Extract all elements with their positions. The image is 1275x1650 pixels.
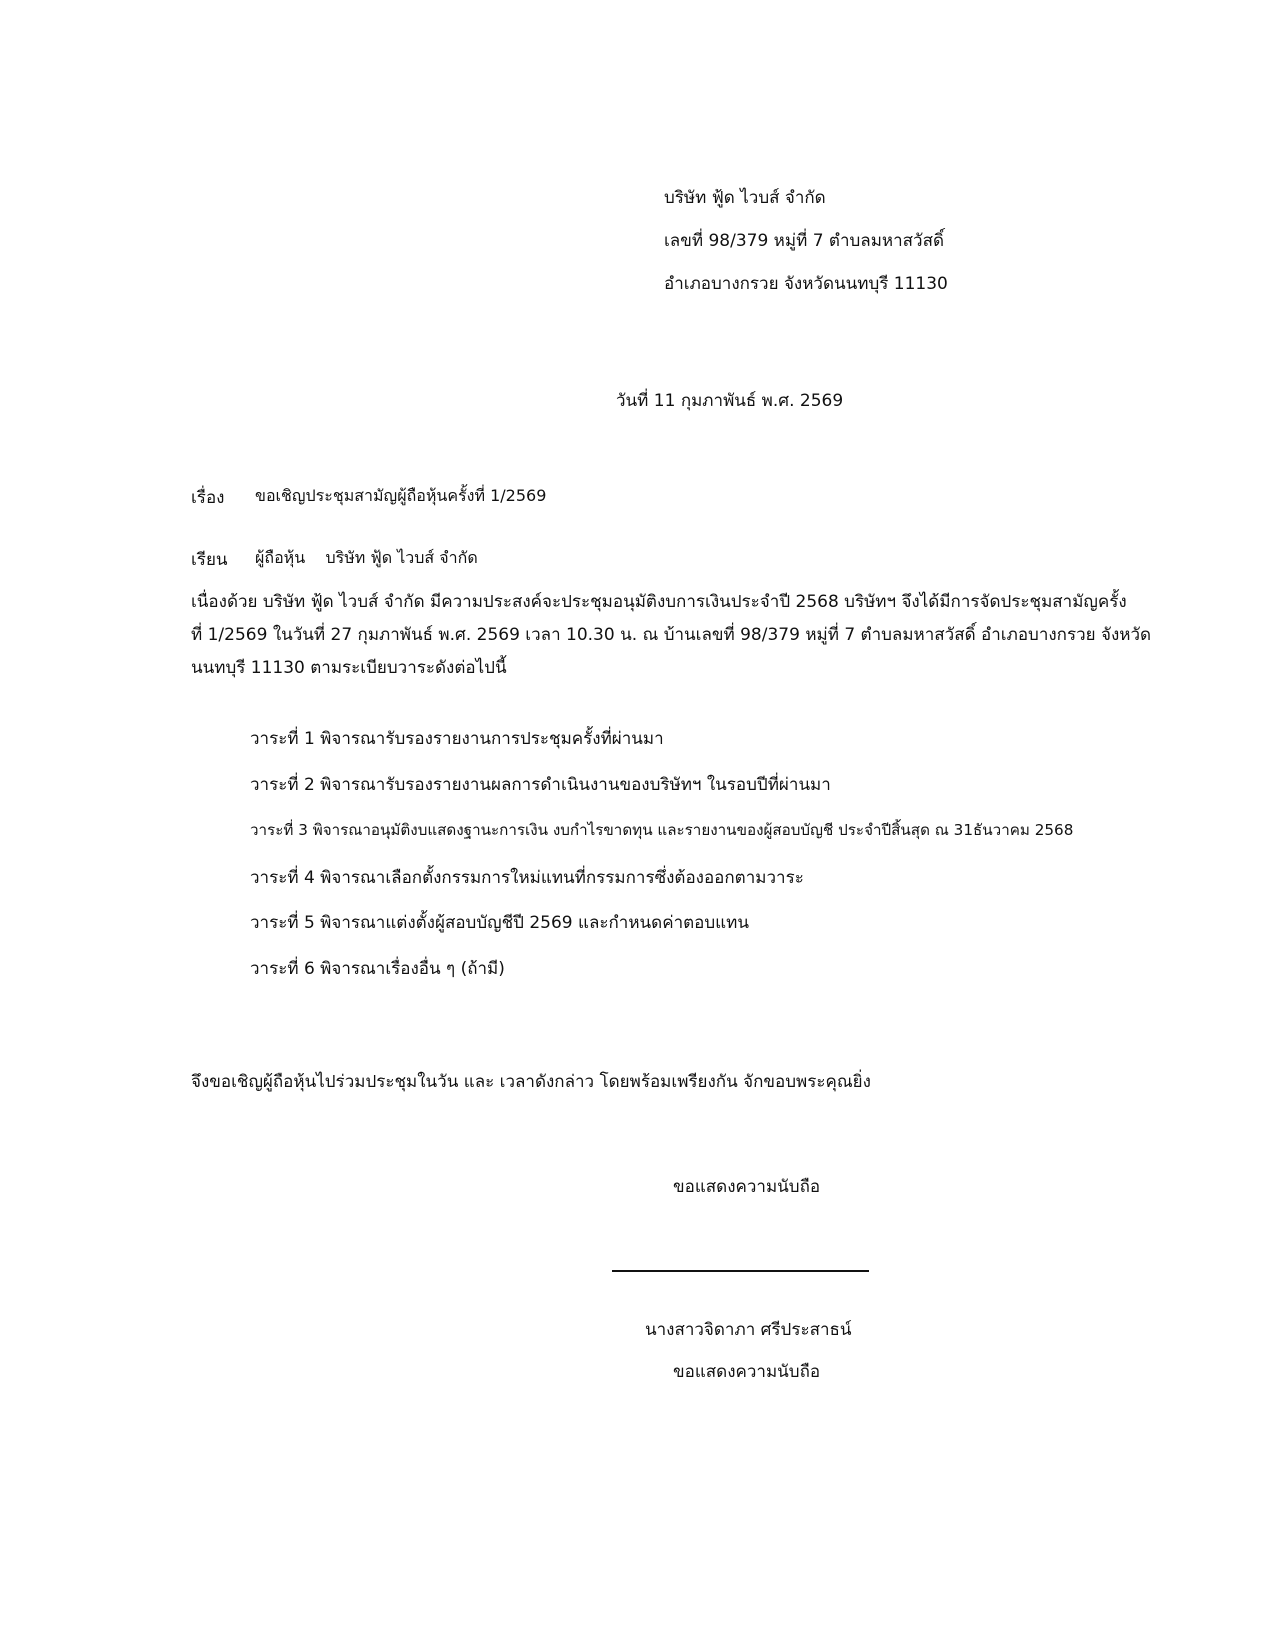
closing-sentence: จึงขอเชิญผู้ถือหุ้นไปร่วมประชุมในวัน และ เวลาดังกล่าว โดยพร้อมเพรียงกัน จักขอบพระคุณยิ่ง	[191, 1072, 871, 1092]
agenda-item-4: วาระที่ 4 พิจารณาเลือกตั้งกรรมการใหม่แทนที่กรรมการซึ่งต้องออกตามวาระ	[250, 868, 804, 888]
sender-address-line1: เลขที่ 98/379 หมู่ที่ 7 ตำบลมหาสวัสดิ์	[664, 231, 945, 251]
recipient-label: เรียน	[191, 550, 228, 570]
agenda-item-3: วาระที่ 3 พิจารณาอนุมัติงบแสดงฐานะการเงิน งบกำไรขาดทุน และรายงานของผู้สอบบัญชี ประจำปีสิ้นสุด ณ 31ธันวาคม 2568	[250, 821, 1074, 839]
sender-address-line2: อำเภอบางกรวย จังหวัดนนทบุรี 11130	[664, 274, 948, 294]
signature-line	[612, 1270, 869, 1272]
body-line-1: เนื่องด้วย บริษัท ฟู้ด ไวบส์ จำกัด มีความประสงค์จะประชุมอนุมัติงบการเงินประจำปี 2568 บริษัทฯ จึงได้มีการจัดประชุมสามัญครั้ง	[191, 592, 1127, 612]
agenda-item-6: วาระที่ 6 พิจารณาเรื่องอื่น ๆ (ถ้ามี)	[250, 959, 505, 979]
closing-regards: ขอแสดงความนับถือ	[673, 1177, 821, 1197]
signer-name: นางสาวจิดาภา ศรีประสาธน์	[645, 1320, 852, 1340]
recipient-text: ผู้ถือหุ้น บริษัท ฟู้ด ไวบส์ จำกัด	[255, 548, 478, 567]
subject-label: เรื่อง	[191, 488, 225, 508]
agenda-item-5: วาระที่ 5 พิจารณาแต่งตั้งผู้สอบบัญชีปี 2569 และกำหนดค่าตอบแทน	[250, 913, 749, 933]
body-line-3: นนทบุรี 11130 ตามระเบียบวาระดังต่อไปนี้	[191, 658, 507, 678]
signer-regards: ขอแสดงความนับถือ	[673, 1362, 821, 1382]
sender-company: บริษัท ฟู้ด ไวบส์ จำกัด	[664, 188, 826, 208]
agenda-item-2: วาระที่ 2 พิจารณารับรองรายงานผลการดำเนินงานของบริษัทฯ ในรอบปีที่ผ่านมา	[250, 775, 831, 795]
body-line-2: ที่ 1/2569 ในวันที่ 27 กุมภาพันธ์ พ.ศ. 2569 เวลา 10.30 น. ณ บ้านเลขที่ 98/379 หมู่ที่ 7 ตำบลมหาสวัสดิ์ อำเภอบางกรวย จังหวัด	[191, 625, 1152, 645]
subject-text: ขอเชิญประชุมสามัญผู้ถือหุ้นครั้งที่ 1/2569	[255, 486, 547, 505]
letter-date: วันที่ 11 กุมภาพันธ์ พ.ศ. 2569	[616, 391, 844, 411]
agenda-item-1: วาระที่ 1 พิจารณารับรองรายงานการประชุมครั้งที่ผ่านมา	[250, 729, 664, 749]
